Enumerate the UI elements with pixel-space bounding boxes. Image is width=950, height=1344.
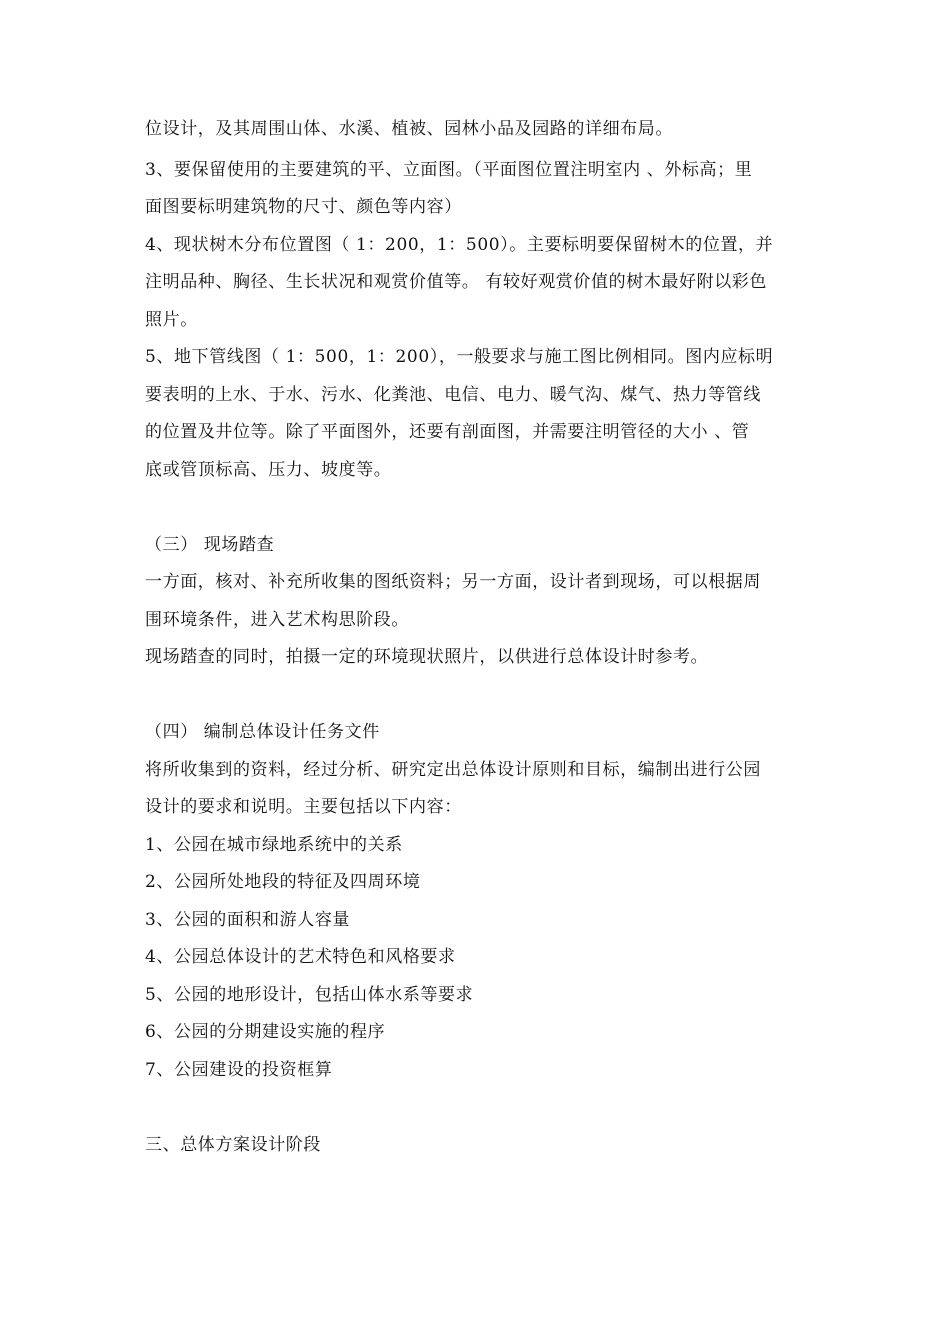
list-item: 3、公园的面积和游人容量 — [145, 910, 351, 930]
text-line: 的位置及井位等。除了平面图外，还要有剖面图，并需要注明管径的大小 、管 — [145, 422, 750, 442]
text-line: 注明品种、胸径、生长状况和观赏价值等。 有较好观赏价值的树木最好附以彩色 — [145, 272, 768, 292]
section-heading: （四） 编制总体设计任务文件 — [145, 722, 380, 742]
text-line: 面图要标明建筑物的尺寸、颜色等内容） — [145, 197, 462, 217]
list-item: 7、公园建设的投资框算 — [145, 1060, 333, 1080]
text-line: 底或管顶标高、压力、坡度等。 — [145, 460, 392, 480]
text-line: 要表明的上水、于水、污水、化粪池、电信、电力、暖气沟、煤气、热力等管线 — [145, 385, 761, 405]
chapter-heading: 三、总体方案设计阶段 — [145, 1135, 321, 1155]
list-item: 5、公园的地形设计，包括山体水系等要求 — [145, 985, 474, 1005]
text-line: 3、要保留使用的主要建筑的平、立面图。（平面图位置注明室内 、外标高；里 — [145, 160, 753, 180]
text-line: 现场踏查的同时，拍摄一定的环境现状照片，以供进行总体设计时参考。 — [145, 647, 709, 667]
text-line: 照片。 — [145, 310, 198, 330]
list-item: 2、公园所处地段的特征及四周环境 — [145, 872, 421, 892]
list-item: 1、公园在城市绿地系统中的关系 — [145, 835, 403, 855]
text-line: 一方面，核对、补充所收集的图纸资料；另一方面，设计者到现场，可以根据周 — [145, 572, 761, 592]
list-item: 4、公园总体设计的艺术特色和风格要求 — [145, 947, 456, 967]
text-line: 设计的要求和说明。主要包括以下内容： — [145, 797, 462, 817]
text-line: 5、地下管线图（ 1：500，1：200），一般要求与施工图比例相同。图内应标明 — [145, 347, 774, 367]
text-line: 4、现状树木分布位置图（ 1：200，1：500）。主要标明要保留树木的位置，并 — [145, 235, 774, 255]
text-line: 将所收集到的资料，经过分析、研究定出总体设计原则和目标，编制出进行公园 — [145, 760, 761, 780]
text-line: 围环境条件，进入艺术构思阶段。 — [145, 610, 409, 630]
text-line: 位设计，及其周围山体、水溪、植被、园林小品及园路的详细布局。 — [145, 119, 673, 139]
list-item: 6、公园的分期建设实施的程序 — [145, 1022, 386, 1042]
section-heading: （三） 现场踏查 — [145, 535, 275, 555]
